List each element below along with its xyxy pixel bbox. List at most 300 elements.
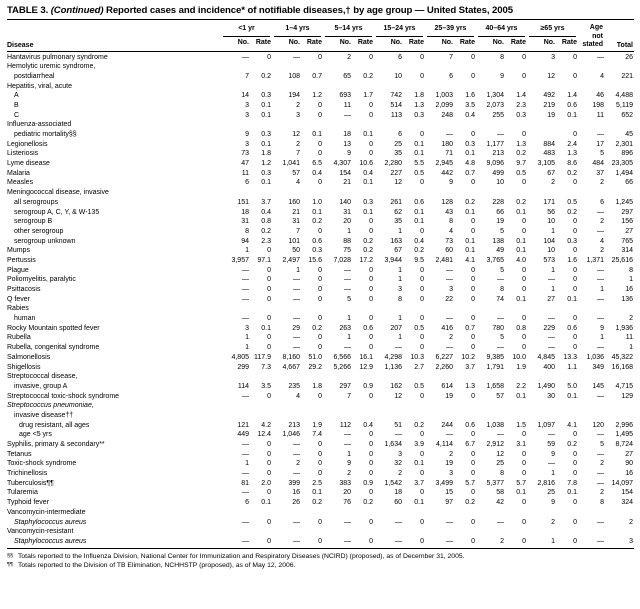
rate-cell: 0.6 [567, 324, 577, 332]
table-row [7, 91, 634, 101]
rate-cell: 0 [471, 276, 475, 284]
no-cell: 47 [241, 160, 249, 168]
rate-cell: 0.1 [567, 111, 577, 119]
no-cell: — [293, 518, 300, 526]
no-cell: 9 [347, 460, 351, 468]
no-cell: — [497, 315, 504, 323]
no-cell: 26 [292, 499, 300, 507]
rate-cell: 0.1 [414, 499, 424, 507]
no-cell: — [242, 489, 249, 497]
no-cell: — [395, 344, 402, 352]
title-continued: (Continued) [50, 5, 104, 16]
no-cell: — [344, 276, 351, 284]
no-cell: 73 [445, 237, 453, 245]
rate-cell: 0 [369, 392, 373, 400]
no-cell: 9 [551, 450, 555, 458]
no-cell: 19 [496, 218, 504, 226]
rate-cell: 0 [267, 295, 271, 303]
rate-cell: 1.4 [516, 92, 526, 100]
row-label: Psittacosis [7, 286, 41, 293]
total-cell: 896 [621, 150, 633, 158]
no-cell: 59 [547, 441, 555, 448]
row-label: Pertussis [7, 256, 36, 264]
no-cell: 1 [347, 334, 351, 342]
rate-cell: 3.7 [414, 479, 424, 487]
rate-cell: 1.3 [465, 382, 475, 390]
no-cell: 194 [288, 92, 300, 100]
row-label: Typhoid fever [7, 499, 50, 507]
no-cell: 573 [543, 256, 555, 264]
age-not-stated-cell: — [597, 266, 604, 274]
rate-cell: 0 [318, 179, 322, 187]
rate-cell: 0.1 [312, 489, 322, 497]
no-cell: 8 [245, 227, 249, 235]
no-header: No. [492, 39, 504, 47]
rate-header: Rate [306, 39, 322, 47]
age-not-stated-cell: 2 [600, 179, 604, 187]
rate-cell: 0 [318, 150, 322, 158]
row-label: Lyme disease [7, 160, 50, 168]
no-cell: — [242, 470, 249, 478]
no-cell: 12 [394, 392, 402, 400]
age-not-stated-cell: 1 [600, 334, 604, 342]
rate-cell: 0 [318, 227, 322, 235]
no-cell: 2 [500, 537, 504, 545]
no-cell: 3 [245, 324, 249, 332]
table-row [7, 101, 634, 111]
no-cell: — [446, 131, 453, 138]
no-cell: — [446, 276, 453, 284]
rate-cell: 0 [318, 266, 322, 274]
rate-cell: 0.2 [465, 499, 475, 507]
rate-cell: 0.3 [516, 111, 526, 119]
no-header: No. [339, 39, 351, 47]
rate-cell: 0 [573, 72, 577, 80]
rate-cell: 0 [573, 334, 577, 342]
header-spacer [604, 24, 634, 38]
rate-cell: 0 [369, 218, 373, 226]
no-cell: — [548, 276, 555, 284]
rate-cell: 0.2 [363, 499, 373, 507]
total-cell: 3 [629, 537, 633, 545]
no-cell [526, 130, 555, 140]
rate-cell: 0.4 [465, 111, 475, 119]
no-cell: 3 [449, 470, 453, 478]
rate-cell: 1.6 [465, 92, 475, 100]
age-not-stated-cell: — [597, 518, 604, 526]
rate-cell: 0 [573, 276, 577, 284]
no-cell: 20 [343, 489, 351, 497]
no-cell: 4,298 [384, 353, 402, 361]
rate-cell: 0.5 [414, 382, 424, 390]
age-not-stated-cell: 5 [600, 441, 604, 448]
table-row [7, 518, 634, 528]
rate-cell: 0 [573, 460, 577, 468]
row-label: all serogroups [14, 198, 58, 206]
no-cell: 10 [496, 179, 504, 187]
table-row [7, 285, 634, 295]
no-cell: — [446, 315, 453, 323]
age-not-stated-cell: — [597, 470, 604, 478]
no-cell: 213 [288, 421, 300, 429]
no-cell: — [242, 276, 249, 284]
no-cell: 4 [296, 179, 300, 187]
rate-cell: 0 [573, 218, 577, 226]
row-label: Tuberculosis¶¶ [7, 479, 54, 487]
no-cell: 3 [245, 111, 249, 119]
no-cell: 1,634 [384, 441, 402, 448]
no-cell: 9 [347, 150, 351, 158]
no-cell: — [242, 518, 249, 526]
no-cell: 121 [237, 421, 249, 429]
rate-cell: 1.8 [261, 150, 271, 158]
rate-cell: 3.9 [414, 441, 424, 448]
rate-cell: 0.2 [516, 198, 526, 206]
table-row [7, 72, 634, 82]
rate-cell: 0 [522, 276, 526, 284]
age-not-stated-cell: 11 [596, 111, 604, 119]
no-cell: 1,046 [282, 431, 300, 439]
total-cell: 314 [621, 247, 633, 255]
row-label: Toxic-shock syndrome [7, 460, 77, 468]
no-cell: 22 [445, 295, 453, 303]
no-cell: — [293, 441, 300, 448]
footnote-text: Totals reported to the Influenza Division, National Center for Immunization and Respiratory Diseases (NCIRD) (proposed), as of December 31, 2005. [18, 552, 465, 560]
no-cell: 7 [296, 227, 300, 235]
rate-cell: 3.7 [465, 363, 475, 371]
rate-cell: 0 [420, 450, 424, 458]
no-cell: 67 [394, 247, 402, 255]
rate-cell: 0.3 [567, 237, 577, 245]
rate-cell: 0.4 [363, 421, 373, 429]
no-cell: 5 [347, 295, 351, 303]
rate-cell: 0.6 [465, 421, 475, 429]
table-row [7, 440, 634, 450]
footnote [7, 552, 634, 561]
age-not-stated-cell: 2 [600, 460, 604, 468]
rate-cell: 0 [369, 334, 373, 342]
no-cell: 1,658 [486, 382, 504, 390]
no-cell: 9 [551, 499, 555, 507]
rate-cell: 1.3 [567, 150, 577, 158]
rate-cell: 1.3 [516, 140, 526, 148]
total-cell: 23,305 [611, 160, 633, 168]
rate-cell: 0.2 [312, 218, 322, 226]
total-cell: 1 [629, 344, 633, 352]
total-cell: 652 [621, 111, 633, 119]
rate-cell: 0 [522, 499, 526, 507]
rate-cell: 0 [573, 518, 577, 526]
age-not-stated-cell: 8 [600, 499, 604, 507]
no-cell: 2,260 [435, 363, 453, 371]
table-row [7, 266, 634, 276]
rate-cell: 0.1 [312, 208, 322, 216]
table-row [7, 324, 634, 334]
rate-cell: 1.7 [363, 92, 373, 100]
rate-cell: 0 [318, 441, 322, 448]
table-row [7, 246, 634, 256]
rate-cell: 15.6 [308, 256, 322, 264]
no-cell: — [344, 431, 351, 439]
rate-cell: 2.4 [567, 140, 577, 148]
rate-cell: 0 [522, 315, 526, 323]
rate-cell: 0 [420, 179, 424, 187]
no-cell: 94 [241, 237, 249, 245]
no-cell: 400 [543, 363, 555, 371]
row-label: Syphilis, primary & secondary** [7, 441, 105, 448]
no-cell: 66 [496, 208, 504, 216]
no-cell: 4,667 [282, 363, 300, 371]
rate-cell: 0 [522, 431, 526, 439]
total-cell: 16,168 [611, 363, 633, 371]
no-cell: 7 [347, 392, 351, 400]
rate-cell: 0 [267, 266, 271, 274]
row-label: Rubella [7, 334, 31, 342]
no-cell: 7,028 [333, 256, 351, 264]
no-cell: 74 [496, 295, 504, 303]
no-cell: — [344, 537, 351, 545]
age-not-stated-cell: — [597, 392, 604, 400]
rate-cell: 0 [522, 72, 526, 80]
age-not-stated-cell: 9 [600, 324, 604, 332]
rate-cell: 0 [471, 131, 475, 138]
table-row [7, 111, 634, 121]
total-cell: 2,301 [615, 140, 633, 148]
rate-cell: 0 [522, 537, 526, 545]
no-cell: 57 [292, 169, 300, 177]
rate-cell: 0.9 [363, 382, 373, 390]
rate-cell: 0 [420, 537, 424, 545]
rate-cell: 0 [420, 392, 424, 400]
no-cell: 2,912 [486, 441, 504, 448]
age-not-stated-cell: 1,371 [586, 256, 604, 264]
no-cell: 2 [347, 470, 351, 478]
table-row [7, 275, 634, 285]
rate-cell: 0 [471, 266, 475, 274]
total-cell: 136 [621, 295, 633, 303]
no-cell: — [395, 518, 402, 526]
row-label: Streptococcal toxic-shock syndrome [7, 392, 120, 400]
rate-cell: 0.1 [465, 237, 475, 245]
rate-cell: 0.3 [465, 140, 475, 148]
rate-cell: 0 [420, 286, 424, 293]
rate-cell: 0.1 [567, 489, 577, 497]
no-cell: 229 [543, 324, 555, 332]
table-row [7, 149, 634, 159]
age-not-stated-cell: — [597, 344, 604, 352]
rate-cell: 2.7 [414, 363, 424, 371]
no-cell: 29 [292, 324, 300, 332]
total-cell: 16 [625, 470, 633, 478]
age-not-stated-cell: — [597, 276, 604, 284]
no-cell: 2 [398, 470, 402, 478]
no-cell: 2 [551, 179, 555, 187]
rate-cell: 0 [471, 72, 475, 80]
no-cell: 162 [390, 382, 402, 390]
rate-cell: 1.8 [312, 382, 322, 390]
no-cell: 1 [551, 227, 555, 235]
rate-cell: 0.2 [312, 324, 322, 332]
total-cell: 26 [625, 53, 633, 61]
rate-cell: 0 [471, 286, 475, 293]
rate-cell: 0.9 [363, 479, 373, 487]
no-cell: 9 [449, 179, 453, 187]
rate-cell: 3.1 [516, 441, 526, 448]
rate-cell: 0.1 [516, 295, 526, 303]
rate-cell: 0 [420, 295, 424, 303]
no-cell: 101 [288, 237, 300, 245]
no-cell: 3 [551, 53, 555, 61]
row-label: Staphylococcus aureus [14, 518, 87, 526]
rate-cell: 1.0 [312, 198, 322, 206]
row-label: B [14, 101, 19, 109]
age-not-stated-cell: — [597, 537, 604, 545]
table-row [7, 198, 634, 208]
rate-cell: 0.2 [261, 72, 271, 80]
table-row [7, 140, 634, 150]
no-cell: — [446, 266, 453, 274]
no-cell: 21 [343, 179, 351, 187]
rate-header: Rate [408, 39, 424, 47]
no-cell: 6,566 [333, 353, 351, 361]
rate-cell: 0.5 [567, 198, 577, 206]
rate-cell: 0 [420, 227, 424, 235]
table-row [7, 459, 634, 469]
no-cell: 12 [292, 131, 300, 138]
rate-cell: 0 [471, 470, 475, 478]
no-cell: 57 [496, 392, 504, 400]
table-section-row [7, 411, 634, 421]
rate-cell: 0.1 [516, 237, 526, 245]
row-label: Hemolytic uremic syndrome, [7, 63, 96, 71]
rate-cell: 4.8 [465, 160, 475, 168]
no-cell: 213 [492, 150, 504, 158]
rate-cell: 0.3 [363, 198, 373, 206]
no-cell: 11 [241, 169, 249, 177]
total-cell: 154 [621, 489, 633, 497]
rate-cell: 0 [369, 295, 373, 303]
total-cell: 156 [621, 218, 633, 226]
no-cell: 31 [241, 218, 249, 226]
rate-cell: 0.4 [363, 169, 373, 177]
footnote [7, 561, 634, 570]
rate-header: Rate [510, 39, 526, 47]
table-row [7, 227, 634, 237]
no-cell: 12 [394, 179, 402, 187]
rate-cell: 0.7 [465, 324, 475, 332]
table-row [7, 159, 634, 169]
row-label: Staphylococcus aureus [14, 537, 87, 545]
no-cell: 76 [343, 499, 351, 507]
no-cell: — [293, 344, 300, 352]
total-cell: 27 [625, 450, 633, 458]
no-cell: 8 [500, 53, 504, 61]
rate-cell: 7.3 [261, 363, 271, 371]
rate-cell: 0 [471, 518, 475, 526]
no-cell: — [548, 344, 555, 352]
rate-cell: 7.4 [312, 431, 322, 439]
age-group-header: 25–39 yrs [427, 24, 474, 37]
no-cell: 18 [343, 131, 351, 138]
rate-cell: 29.2 [308, 363, 322, 371]
no-cell: — [293, 470, 300, 478]
no-cell: — [446, 537, 453, 545]
no-cell: 6 [245, 499, 249, 507]
row-label: Malaria [7, 169, 30, 177]
rate-cell: 0 [522, 450, 526, 458]
no-cell: 5,377 [486, 479, 504, 487]
rate-cell: 0.1 [516, 392, 526, 400]
row-label: Trichinellosis [7, 470, 48, 478]
table-section-row [7, 62, 634, 72]
total-cell: 45,322 [611, 353, 633, 361]
rate-cell: 0.2 [567, 441, 577, 448]
no-cell: 31 [343, 208, 351, 216]
row-label: Legionellosis [7, 140, 48, 148]
no-cell: 6,227 [435, 353, 453, 361]
rate-cell: 0 [420, 344, 424, 352]
no-cell: 67 [547, 169, 555, 177]
rate-cell: 0.1 [567, 295, 577, 303]
no-cell: 244 [441, 421, 453, 429]
no-cell: 42 [496, 499, 504, 507]
no-cell: — [446, 344, 453, 352]
row-label: Measles [7, 179, 34, 187]
no-cell: 9 [245, 131, 249, 138]
no-cell: 35 [394, 218, 402, 226]
age-group-header: 5–14 yrs [325, 24, 372, 37]
no-header: No. [237, 39, 249, 47]
no-cell: 4,845 [537, 353, 555, 361]
table-row [7, 295, 634, 305]
rate-cell: 0 [318, 334, 322, 342]
rate-cell: 0 [369, 286, 373, 293]
rate-cell: 0 [369, 111, 373, 119]
no-cell: 11 [343, 101, 351, 109]
total-cell: 324 [621, 499, 633, 507]
rate-cell: 0.1 [414, 460, 424, 468]
rate-cell: 0.8 [516, 324, 526, 332]
total-cell: 14,097 [611, 479, 633, 487]
no-cell: — [548, 315, 555, 323]
no-cell: 3,499 [435, 479, 453, 487]
no-cell: — [242, 295, 249, 303]
no-cell: 8 [449, 218, 453, 226]
rate-cell: 0.4 [261, 208, 271, 216]
rate-cell: 0 [318, 101, 322, 109]
no-cell: 18 [394, 489, 402, 497]
no-cell: 20 [343, 218, 351, 226]
no-cell: 263 [339, 324, 351, 332]
no-cell: 6 [449, 72, 453, 80]
no-cell: 60 [445, 247, 453, 255]
rate-cell: 0.1 [414, 150, 424, 158]
no-cell: — [497, 344, 504, 352]
total-cell: 45 [625, 131, 633, 138]
rate-cell: 0 [369, 441, 373, 448]
rate-cell: 0 [522, 179, 526, 187]
table-row [7, 256, 634, 266]
no-cell: 6 [245, 179, 249, 187]
row-label: other serogroup [14, 227, 64, 235]
no-cell: 138 [492, 237, 504, 245]
age-group-header: 15–24 yrs [376, 24, 423, 37]
no-cell: 58 [496, 489, 504, 497]
rate-cell: 0 [522, 286, 526, 293]
no-cell: 8 [398, 295, 402, 303]
rate-cell: 4.2 [261, 421, 271, 429]
rate-cell: 0.2 [363, 237, 373, 245]
